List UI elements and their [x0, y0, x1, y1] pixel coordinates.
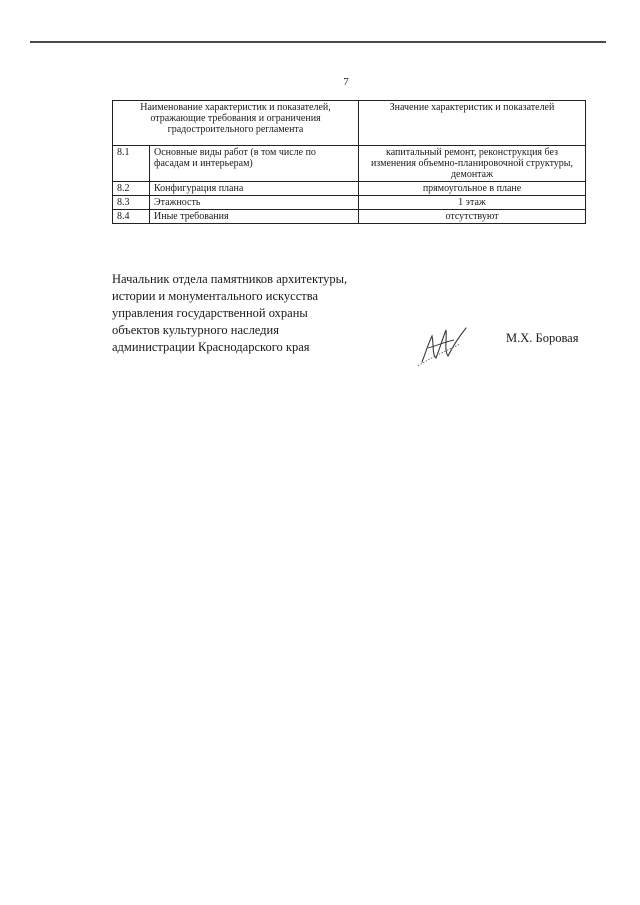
- table-row: [113, 146, 586, 182]
- characteristics-table: [112, 100, 586, 224]
- scan-border-line: [30, 41, 606, 43]
- table-row: [113, 210, 586, 224]
- page-number: 7: [343, 76, 349, 88]
- header-name-column: Наименование характеристик и показателей, отражающие требования и ограничения градостроительного регламента: [113, 101, 359, 146]
- row-value: капитальный ремонт, реконструкция без изменения объемно-планировочной структуры, демонтаж: [359, 146, 586, 182]
- row-value: прямоугольное в плане: [359, 182, 586, 196]
- row-name: Этажность: [150, 196, 359, 210]
- handwritten-signature: [414, 322, 474, 368]
- row-number: 8.4: [113, 210, 150, 224]
- row-number: 8.1: [113, 146, 150, 182]
- position-line: управления государственной охраны: [112, 306, 308, 320]
- table-row: [113, 196, 586, 210]
- row-value: 1 этаж: [359, 196, 586, 210]
- table-header-row: [113, 101, 586, 146]
- position-line: объектов культурного наследия: [112, 323, 279, 337]
- row-name: Основные виды работ (в том числе по фасадам и интерьерам): [150, 146, 359, 182]
- header-value-column: Значение характеристик и показателей: [359, 101, 586, 146]
- signatory-position: [112, 271, 347, 356]
- row-value: отсутствуют: [359, 210, 586, 224]
- position-line: администрации Краснодарского края: [112, 340, 310, 354]
- row-name: Конфигурация плана: [150, 182, 359, 196]
- position-line: истории и монументального искусства: [112, 289, 319, 303]
- signer-name: М.Х. Боровая: [506, 331, 579, 345]
- position-line: Начальник отдела памятников архитектуры,: [112, 272, 348, 286]
- row-number: 8.3: [113, 196, 150, 210]
- row-name: Иные требования: [150, 210, 359, 224]
- row-number: 8.2: [113, 182, 150, 196]
- table-row: [113, 182, 586, 196]
